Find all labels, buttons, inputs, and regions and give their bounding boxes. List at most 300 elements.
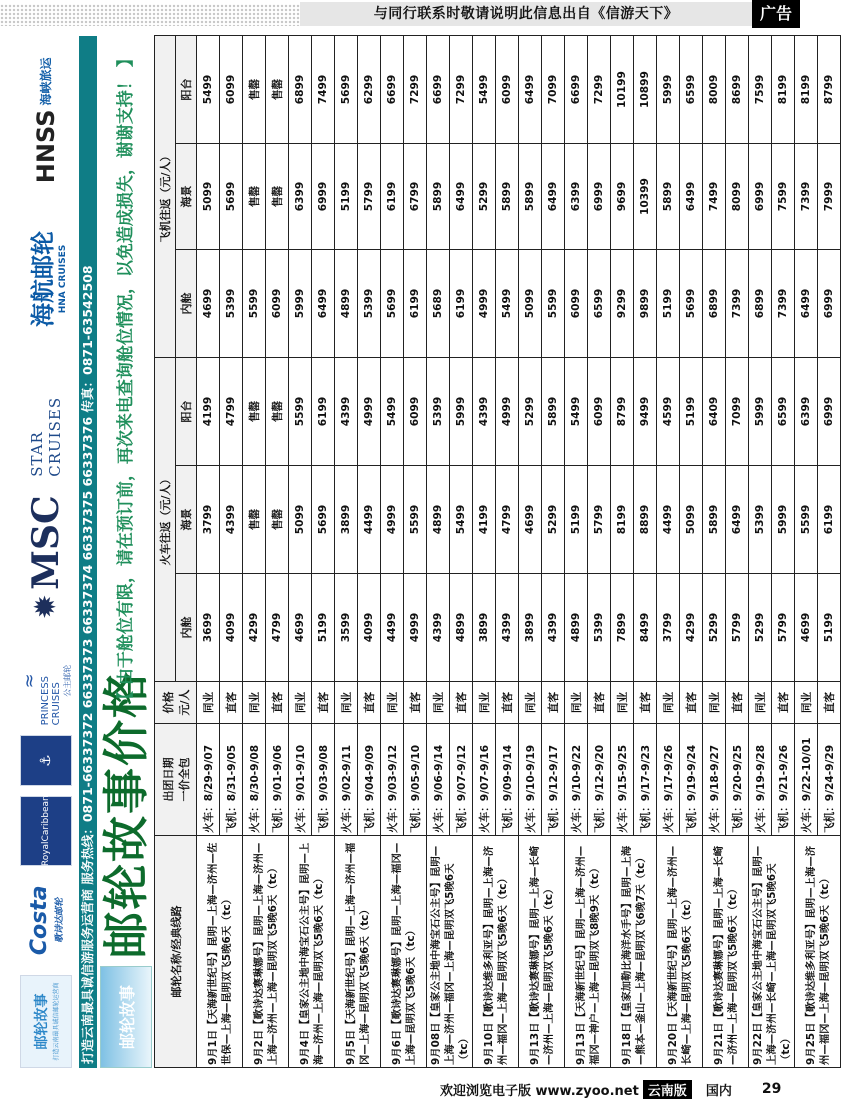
col-date-label: 出团日期 [161,757,175,802]
cell-plane-balcony: 8009 [703,36,726,144]
cell-type: 同业 [519,682,542,724]
cell-plane-inner: 6899 [703,250,726,358]
cell-train-balcony: 5599 [289,358,312,466]
cell-train-sea: 5099 [289,466,312,574]
cell-type: 直客 [266,682,289,724]
hnss-logo [20,46,72,195]
cell-plane-inner: 9899 [634,250,657,358]
cell-train-sea: 5999 [772,466,795,574]
cell-route: 9月10日【歌诗达维多利亚号】昆明—上海—济州—福冈—上海—昆明双飞5晚6天（tc） [473,836,519,1068]
price-table [154,35,841,1068]
cell-train-inner: 7899 [611,574,634,682]
cell-train-inner: 4899 [565,574,588,682]
cell-plane-sea: 6399 [289,144,312,250]
cell-train-balcony: 4999 [358,358,381,466]
cell-plane-sea: 5299 [473,144,496,250]
cell-date: 飞机：9/01-9/06 [266,724,289,836]
source-notice: 与同行联系时敬请说明此信息出自《信游天下》 [300,2,752,26]
cell-train-inner: 3599 [335,574,358,682]
cell-route: 9月22日【皇家公主地中海宝石公主号】昆明—上海—济州—长崎—上海—昆明双飞5晚6天（tc） [749,836,795,1068]
cell-route: 9月08日【皇家公主地中海宝石公主号】昆明—上海—济州—福冈—上海—昆明双飞5晚6天（tc） [427,836,473,1068]
youlun-gushi-logo-text: 邮轮故事 [34,993,50,1050]
cell-plane-balcony: 5699 [335,36,358,144]
cell-type: 同业 [611,682,634,724]
cell-plane-balcony: 8699 [726,36,749,144]
col-train-sea: 海景 [176,466,197,574]
cell-plane-inner: 5099 [519,250,542,358]
cell-train-balcony: 4199 [197,358,220,466]
cell-date: 飞机：9/19-9/24 [680,724,703,836]
table-row [795,36,818,1068]
cell-plane-balcony: 7599 [749,36,772,144]
footer-edition: 云南版 [643,1080,692,1099]
cell-plane-balcony: 7299 [404,36,427,144]
cell-train-sea: 5099 [680,466,703,574]
cell-plane-inner: 5499 [496,250,519,358]
cell-train-sea: 8899 [634,466,657,574]
cell-train-sea: 5399 [749,466,772,574]
cell-train-inner: 4999 [404,574,427,682]
cell-plane-balcony: 5499 [473,36,496,144]
cell-train-balcony: 6599 [772,358,795,466]
cell-train-balcony: 6399 [795,358,818,466]
cell-date: 飞机：9/03-9/08 [312,724,335,836]
cell-date: 飞机：8/31-9/05 [220,724,243,836]
hnss-logo-sub: 海峡旅运 [39,57,53,106]
ad-label: 广告 [752,0,800,28]
cell-train-sea: 售罄 [266,466,289,574]
cell-train-sea: 4699 [519,466,542,574]
col-plane-inner: 内舱 [176,250,197,358]
cell-type: 直客 [680,682,703,724]
cell-date: 飞机：9/07-9/12 [450,724,473,836]
cell-route: 9月5日【天海新世纪号】昆明—上海—济州—福冈—上海—昆明双飞5晚6天（tc） [335,836,381,1068]
col-train-balcony: 阳台 [176,358,197,466]
cell-train-sea: 4799 [496,466,519,574]
cell-train-inner: 5399 [588,574,611,682]
cell-plane-inner: 6199 [450,250,473,358]
cell-train-sea: 5299 [542,466,565,574]
cell-plane-inner: 6599 [588,250,611,358]
cell-plane-inner: 5399 [220,250,243,358]
cell-date: 飞机：9/20-9/25 [726,724,749,836]
cell-type: 同业 [473,682,496,724]
cell-route: 9月2日【歌诗达赛琳娜号】昆明—上海—济州—上海—济州—上海—昆明双飞5晚6天（tc） [243,836,289,1068]
cell-date: 火车：9/22-10/01 [795,724,818,836]
cell-date: 飞机：9/12-9/20 [588,724,611,836]
cell-type: 同业 [657,682,680,724]
star-cruises-logo [20,363,72,476]
haihang-logo-sub: HNA CRUISES [58,244,68,314]
cell-train-sea: 6199 [818,466,841,574]
cell-plane-inner: 5699 [381,250,404,358]
cell-type: 直客 [588,682,611,724]
cell-train-balcony: 9499 [634,358,657,466]
cell-route: 9月21日【歌诗达赛琳娜号】昆明—上海—长崎—济州—上海—昆明双飞5晚6天（tc） [703,836,749,1068]
table-row [473,36,496,1068]
cell-train-inner: 3899 [519,574,542,682]
footer-section: 国内 [705,1083,732,1099]
costa-logo-sub: 歌诗达邮轮 [54,897,65,943]
col-price [155,682,197,724]
cell-plane-sea: 8099 [726,144,749,250]
cell-route: 9月4日【皇家公主地中海宝石公主号】昆明—上海—济州—上海—昆明双飞5晚6天（tc） [289,836,335,1068]
cell-train-sea: 售罄 [243,466,266,574]
cell-date: 飞机：9/24-9/29 [818,724,841,836]
cell-plane-inner: 5599 [542,250,565,358]
cell-train-inner: 3899 [473,574,496,682]
cell-train-inner: 4099 [220,574,243,682]
cell-plane-sea: 5899 [496,144,519,250]
royal-caribbean-logo-text: RoyalCaribbean [40,795,51,867]
cell-plane-balcony: 6599 [680,36,703,144]
cell-train-sea: 4999 [381,466,404,574]
cell-train-inner: 8499 [634,574,657,682]
cell-date: 飞机：9/04-9/09 [358,724,381,836]
cell-train-sea: 4399 [220,466,243,574]
cell-type: 直客 [404,682,427,724]
cell-date: 飞机：9/21-9/26 [772,724,795,836]
cell-type: 同业 [197,682,220,724]
cell-train-balcony: 5999 [450,358,473,466]
cell-train-sea: 5199 [565,466,588,574]
cell-type: 同业 [565,682,588,724]
cell-train-inner: 4099 [358,574,381,682]
cell-date: 火车：9/15-9/25 [611,724,634,836]
cell-plane-inner: 7399 [772,250,795,358]
cell-plane-balcony: 5999 [657,36,680,144]
col-plane-group: 飞机往返（元/人） [155,36,176,358]
cell-train-inner: 4699 [795,574,818,682]
cell-route: 9月13日【天海新世纪号】昆明—上海—济州—福冈—神户—上海—昆明双飞8晚9天（tc） [565,836,611,1068]
cell-type: 同业 [289,682,312,724]
cell-type: 直客 [220,682,243,724]
cell-train-balcony: 6099 [404,358,427,466]
cell-train-balcony: 6999 [818,358,841,466]
cell-plane-sea: 7499 [703,144,726,250]
cell-type: 同业 [335,682,358,724]
cell-train-balcony: 4999 [496,358,519,466]
footer-site-text: 欢迎浏览电子版 www.zyoo.net [440,1083,639,1099]
table-row [427,36,450,1068]
cell-train-inner: 4699 [289,574,312,682]
cell-train-sea: 3799 [197,466,220,574]
cell-plane-sea: 6499 [680,144,703,250]
cell-type: 直客 [358,682,381,724]
cell-train-balcony: 5999 [749,358,772,466]
cell-train-balcony: 5499 [381,358,404,466]
cell-train-sea: 5699 [312,466,335,574]
table-row [289,36,312,1068]
cell-plane-inner: 5199 [657,250,680,358]
col-plane-sea: 海景 [176,144,197,250]
cell-train-inner: 4399 [496,574,519,682]
costa-logo [20,876,72,965]
table-row [565,36,588,1068]
cell-type: 直客 [542,682,565,724]
cell-train-balcony: 售罄 [266,358,289,466]
cell-plane-balcony: 6899 [289,36,312,144]
cell-train-sea: 6499 [726,466,749,574]
cell-plane-inner: 5999 [289,250,312,358]
cell-plane-inner: 6099 [565,250,588,358]
cell-plane-sea: 10399 [634,144,657,250]
cell-plane-sea: 5099 [197,144,220,250]
cell-plane-sea: 5899 [427,144,450,250]
logo-strip [14,36,77,1068]
msc-compass-icon: ✹ [30,595,61,618]
cell-train-balcony: 6099 [588,358,611,466]
cell-plane-balcony: 6499 [519,36,542,144]
cell-train-balcony: 6409 [703,358,726,466]
table-row [381,36,404,1068]
cell-train-inner: 5199 [312,574,335,682]
cell-plane-sea: 7999 [818,144,841,250]
cell-plane-balcony: 10899 [634,36,657,144]
cell-plane-inner: 5689 [427,250,450,358]
cell-type: 同业 [381,682,404,724]
cell-plane-inner: 4899 [335,250,358,358]
col-price-label: 价格 [161,691,175,714]
cell-train-sea: 8199 [611,466,634,574]
availability-notice: 【 由于舱位有限，请在预订前，再次来电查询舱位情况，以免造成损失，谢谢支持！ 】 [116,50,136,708]
col-date-sub: 一价全包 [177,757,191,802]
youlun-gushi-slogan: 打造云南最具诚信邮轮运营商 [53,982,60,1061]
costa-logo-text: Costa [26,885,52,956]
cell-date: 火车：9/18-9/27 [703,724,726,836]
cell-train-sea: 5799 [588,466,611,574]
cell-date: 火车：9/03-9/12 [381,724,404,836]
cell-route: 9月1日【天海新世纪号】昆明—上海—济州—佐世保—上海—昆明双飞5晚6天（tc） [197,836,243,1068]
cell-date: 火车：8/30-9/08 [243,724,266,836]
top-notice-strip [0,0,800,30]
cell-type: 同业 [427,682,450,724]
cell-train-balcony: 7099 [726,358,749,466]
crown-anchor-icon: ⚓ [20,735,72,785]
cell-type: 直客 [496,682,519,724]
msc-logo [20,487,72,626]
cell-date: 飞机：9/17-9/23 [634,724,657,836]
cell-plane-inner: 5699 [680,250,703,358]
cell-plane-sea: 6999 [588,144,611,250]
cell-plane-inner: 9299 [611,250,634,358]
cell-train-balcony: 4399 [335,358,358,466]
rotated-page [14,36,836,1068]
cell-plane-inner: 4999 [473,250,496,358]
table-row [243,36,266,1068]
cell-plane-balcony: 7499 [312,36,335,144]
cell-train-inner: 5299 [703,574,726,682]
cell-train-inner: 4399 [542,574,565,682]
cell-train-sea: 5599 [795,466,818,574]
cell-train-sea: 5599 [404,466,427,574]
table-row [519,36,542,1068]
cell-plane-inner: 6899 [749,250,772,358]
star-cruises-logo-text: STAR CRUISES [27,396,64,477]
cell-train-sea: 5899 [703,466,726,574]
cell-plane-inner: 6099 [266,250,289,358]
cell-type: 同业 [749,682,772,724]
cell-date: 飞机：9/09-9/14 [496,724,519,836]
cell-train-balcony: 5199 [680,358,703,466]
cell-train-sea: 4499 [657,466,680,574]
cell-train-inner: 4799 [266,574,289,682]
cell-plane-sea: 6199 [381,144,404,250]
cell-train-inner: 5299 [749,574,772,682]
cell-plane-balcony: 售罄 [266,36,289,144]
cell-train-balcony: 4599 [657,358,680,466]
cell-plane-inner: 4699 [197,250,220,358]
cell-type: 直客 [726,682,749,724]
cell-plane-balcony: 6299 [358,36,381,144]
cell-date: 火车：9/02-9/11 [335,724,358,836]
cell-plane-inner: 6199 [404,250,427,358]
princess-wave-icon: ≈ [18,673,40,689]
royal-caribbean-logo [20,796,72,866]
hnss-logo-text: HNSS [31,109,60,184]
table-row [197,36,220,1068]
haihang-logo-text: 海航邮轮 [29,231,57,328]
cell-plane-balcony: 5499 [197,36,220,144]
cell-plane-balcony: 7299 [450,36,473,144]
princess-cruises-logo [20,636,72,725]
cell-route: 9月13日【歌诗达赛琳娜号】昆明—上海—长崎—济州—上海—昆明双飞5晚6天（tc） [519,836,565,1068]
cell-train-balcony: 6199 [312,358,335,466]
cell-plane-sea: 售罄 [266,144,289,250]
cell-train-sea: 3899 [335,466,358,574]
cell-type: 同业 [703,682,726,724]
cell-plane-balcony: 6099 [496,36,519,144]
cell-plane-sea: 7399 [795,144,818,250]
col-route: 邮轮名称/经典线路 [155,836,197,1068]
cell-type: 直客 [634,682,657,724]
cell-plane-balcony: 10199 [611,36,634,144]
cell-date: 火车：9/01-9/10 [289,724,312,836]
cell-plane-balcony: 6099 [220,36,243,144]
cell-type: 直客 [312,682,335,724]
table-row [657,36,680,1068]
princess-logo-sub: 公主邮轮 [62,664,72,697]
haihang-cruises-logo [20,205,72,354]
cell-plane-balcony: 8199 [772,36,795,144]
cell-train-balcony: 5499 [565,358,588,466]
cell-plane-sea: 6499 [450,144,473,250]
cell-train-inner: 4499 [381,574,404,682]
cell-plane-sea: 5899 [657,144,680,250]
table-row [335,36,358,1068]
contact-bar: 打造云南最具诚信游服务运营商 服务热线：0871-66337372 66337373 66337374 66337375 66337376 传真：0871-63542508 [79,36,97,1068]
cell-route: 9月25日【歌诗达维多利亚号】昆明—上海—济州—福冈—上海—昆明双飞5晚6天（tc） [795,836,841,1068]
cell-plane-balcony: 6699 [565,36,588,144]
cell-train-inner: 4299 [680,574,703,682]
cell-plane-sea: 售罄 [243,144,266,250]
cell-plane-sea: 6499 [542,144,565,250]
cell-plane-sea: 7599 [772,144,795,250]
youlun-gushi-badge: 邮轮故事 [100,966,152,1068]
cell-type: 同业 [795,682,818,724]
cell-train-inner: 5799 [772,574,795,682]
cell-plane-balcony: 7099 [542,36,565,144]
cell-date: 火车：9/19-9/28 [749,724,772,836]
cell-date: 火车：8/29-9/07 [197,724,220,836]
cell-plane-sea: 6999 [312,144,335,250]
cell-train-inner: 4299 [243,574,266,682]
cell-train-balcony: 5899 [542,358,565,466]
cell-type: 同业 [243,682,266,724]
cell-train-inner: 3799 [657,574,680,682]
cell-train-inner: 4899 [450,574,473,682]
page-title: 邮轮故事价格 [99,670,153,958]
cell-type: 直客 [772,682,795,724]
cell-train-balcony: 8799 [611,358,634,466]
cell-plane-sea: 6999 [749,144,772,250]
cell-plane-inner: 6499 [795,250,818,358]
cell-date: 火车：9/06-9/14 [427,724,450,836]
cell-train-balcony: 4799 [220,358,243,466]
cell-plane-sea: 6399 [565,144,588,250]
cell-plane-sea: 5799 [358,144,381,250]
footer-page-number: 29 [761,1081,782,1097]
cell-date: 飞机：9/05-9/10 [404,724,427,836]
cell-plane-sea: 6799 [404,144,427,250]
cell-plane-inner: 6999 [818,250,841,358]
cell-train-balcony: 售罄 [243,358,266,466]
col-plane-balcony: 阳台 [176,36,197,144]
cell-plane-inner: 5399 [358,250,381,358]
cell-plane-balcony: 8799 [818,36,841,144]
cell-route: 9月20日【天海新世纪号】昆明—上海—济州—长崎—上海—昆明双飞5晚6天（tc） [657,836,703,1068]
cell-train-inner: 5799 [726,574,749,682]
cell-route: 9月18日【皇家加勒比海洋水手号】昆明—上海—熊本—釜山—上海—昆明双飞6晚7天（tc） [611,836,657,1068]
cell-train-balcony: 4399 [473,358,496,466]
cell-train-sea: 4499 [358,466,381,574]
title-row [100,36,152,1068]
msc-logo-text: MSC [24,495,67,590]
cell-date: 飞机：9/12-9/17 [542,724,565,836]
cell-plane-sea: 5699 [220,144,243,250]
col-date [155,724,197,836]
cell-plane-balcony: 6699 [381,36,404,144]
table-row [703,36,726,1068]
cell-train-sea: 4199 [473,466,496,574]
col-train-group: 火车往返（元/人） [155,358,176,682]
cell-train-sea: 4899 [427,466,450,574]
col-price-sub: 元/人 [177,689,191,716]
table-row [749,36,772,1068]
cell-type: 直客 [450,682,473,724]
cell-plane-balcony: 6699 [427,36,450,144]
table-row [611,36,634,1068]
youlun-gushi-logo [20,975,72,1068]
cell-plane-inner: 7399 [726,250,749,358]
cell-train-balcony: 5399 [427,358,450,466]
cell-plane-inner: 5599 [243,250,266,358]
cell-train-balcony: 5299 [519,358,542,466]
cell-train-sea: 5499 [450,466,473,574]
col-train-inner: 内舱 [176,574,197,682]
footer [440,1079,781,1099]
cell-train-inner: 3699 [197,574,220,682]
cell-plane-sea: 9699 [611,144,634,250]
cell-date: 火车：9/10-9/22 [565,724,588,836]
cell-train-inner: 4399 [427,574,450,682]
cell-date: 火车：9/07-9/16 [473,724,496,836]
cell-plane-balcony: 7299 [588,36,611,144]
cell-route: 9月6日【歌诗达赛琳娜号】昆明—上海—福冈—上海—昆明双飞5晚6天（tc） [381,836,427,1068]
cell-type: 直客 [818,682,841,724]
cell-plane-sea: 5899 [519,144,542,250]
cell-plane-inner: 6499 [312,250,335,358]
